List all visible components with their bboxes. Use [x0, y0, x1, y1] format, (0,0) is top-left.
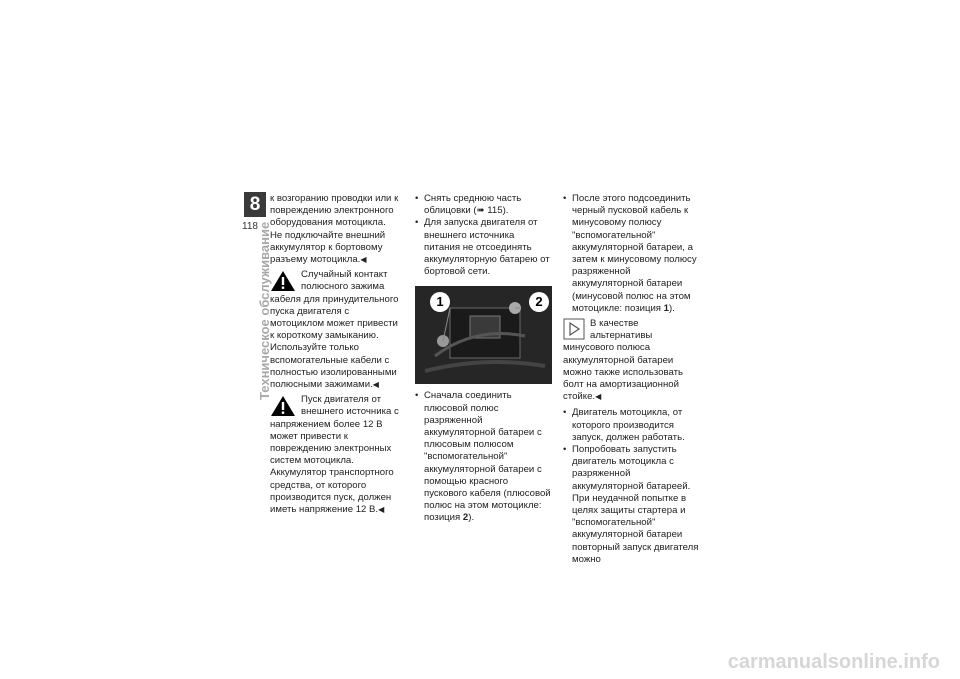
battery-photo [415, 286, 552, 384]
end-mark: ◀ [360, 255, 367, 265]
paragraph: к возгоранию проводки или к повреждению электронного оборудования мотоцикла. [270, 193, 399, 229]
photo-label-1: 1 [430, 292, 450, 312]
tip-text: В качестве альтернативы минусового полюса аккумуляторной батареи можно также использовать болт на амортизационной стойке. [563, 318, 683, 403]
section-title: Техническое обслуживание [257, 221, 272, 400]
warning-icon [270, 269, 296, 293]
warning-text: Случайный контакт полюсного зажима кабеля для принудительного пуска двигателя с мотоциклом может привести к короткому замыканию. Используйте только вспомогательные кабели с полностью изолированными полюсными зажимами. [270, 269, 399, 391]
warning-text: Пуск двигателя от внешнего источника с напряжением более 12 В может привести к повреждению электронных систем мотоцикла. Аккумулятор транспортного средства, от которого производится пуск, должен иметь напряжение 12 В. [270, 394, 399, 516]
tip-block [563, 318, 701, 403]
column-1 [270, 193, 404, 516]
warning-block [270, 394, 404, 516]
end-mark: ◀ [372, 380, 379, 390]
list-item: • Снять среднюю часть облицовки (➠ 115). [415, 193, 552, 217]
end-mark: ◀ [595, 392, 602, 402]
paragraph: Не подключайте внешний аккумулятор к бортовому разъему мотоцикла.◀ [270, 229, 386, 266]
page-number: 118 [242, 221, 258, 232]
warning-block [270, 269, 404, 391]
list-item: • Двигатель мотоцикла, от которого производится запуск, должен работать. [563, 407, 701, 444]
chapter-badge: 8 [244, 192, 266, 217]
list-item: • Для запуска двигателя от внешнего источника питания не отсоединять аккумуляторную батарею от бортовой сети. [415, 217, 552, 278]
list-item: • Попробовать запустить двигатель мотоцикла с разряженной аккумуляторной батареей. При неудачной попытке в целях защиты стартера и "вспомогательной" аккумуляторной батареи повторный запуск двигателя можно [563, 444, 701, 566]
column-3 [563, 193, 701, 566]
tip-icon [563, 318, 585, 340]
list-item: • Сначала соединить плюсовой полюс разряженной аккумуляторной батареи с плюсовым полюсом "вспомогательной" аккумуляторной батареи с помощью красного пускового кабеля (плюсовой полюс на этом мотоцикле: позиция 2). [415, 390, 552, 524]
list-item: • После этого подсоединить черный пусковой кабель к минусовому полюсу "вспомогательной" аккумуляторной батареи, а затем к минусовому полюсу разряженной аккумуляторной батареи (минусовой полюс на этом мотоцикле: позиция 1). [563, 193, 701, 315]
photo-label-2: 2 [529, 292, 549, 312]
column-2 [415, 193, 552, 525]
watermark: carmanualsonline.info [727, 651, 940, 673]
end-mark: ◀ [378, 505, 385, 515]
warning-icon [270, 394, 296, 418]
